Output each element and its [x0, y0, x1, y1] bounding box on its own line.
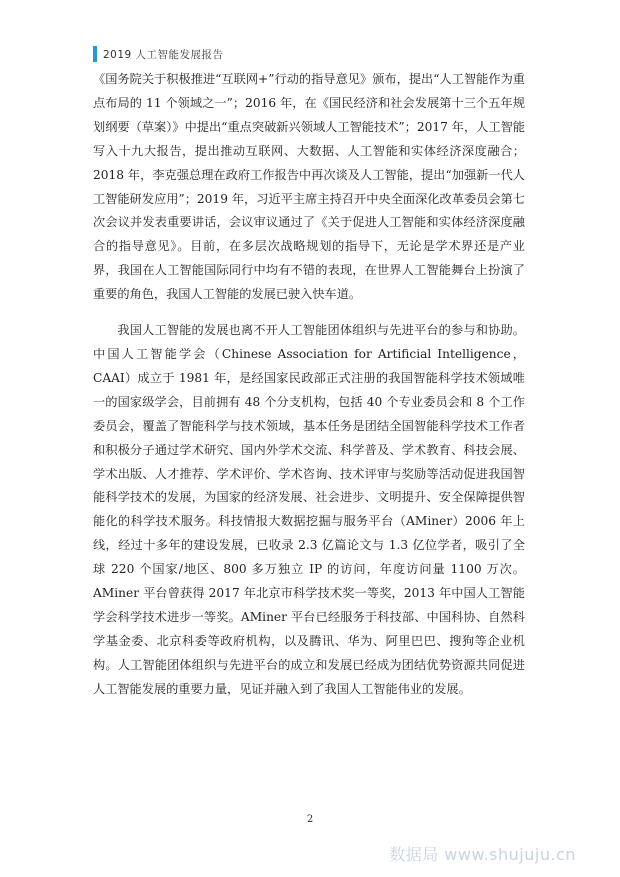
- header-accent-bar: [93, 46, 97, 62]
- document-body: [93, 68, 525, 702]
- paragraph-policy-history: 《国务院关于积极推进“互联网+”行动的指导意见》颁布，提出“人工智能作为重点布局的 11 个领域之一”；2016 年，在《国民经济和社会发展第十三个五年规划纲要（草案）》中提出“重点突破新兴领域人工智能技术”；2017 年，人工智能写入十九大报告，提出推动互联网、大数据、人工智能和实体经济深度融合；2018 年，李克强总理在政府工作报告中再次谈及人工智能，提出“加强新一代人工智能研发应用”；2019 年，习近平主席主持召开中央全面深化改革委员会第七次会议并发表重要讲话，会议审议通过了《关于促进人工智能和实体经济深度融合的指导意见》。目前，在多层次战略规划的指导下，无论是学术界还是产业界，我国在人工智能国际同行中均有不错的表现，在世界人工智能舞台上扮演了重要的角色，我国人工智能的发展已驶入快车道。: [93, 72, 525, 302]
- watermark: 数据局 www.shujuju.cn: [389, 845, 576, 864]
- paragraph-organizations-platforms: 我国人工智能的发展也离不开人工智能团体组织与先进平台的参与和协助。中国人工智能学会（Chinese Association for Artificial Intelligence，CAAI）成立于 1981 年，是经国家民政部正式注册的我国智能科学技术领域唯一的国家级学会，目前拥有 48 个分支机构，包括 40 个专业委员会和 8 个工作委员会，覆盖了智能科学与技术领域，基本任务是团结全国智能科学技术工作者和积极分子通过学术研究、国内外学术交流、科学普及、学术教育、科技会展、学术出版、人才推荐、学术评价、学术咨询、技术评审与奖励等活动促进我国智能科学技术的发展，为国家的经济发展、社会进步、文明提升、安全保障提供智能化的科学技术服务。科技情报大数据挖掘与服务平台（AMiner）2006 年上线，经过十多年的建设发展，已收录 2.3 亿篇论文与 1.3 亿位学者，吸引了全球 220 个国家/地区、800 多万独立 IP 的访问，年度访问量 1100 万次。AMiner 平台曾获得 2017 年北京市科学技术奖一等奖，2013 年中国人工智能学会科学技术进步一等奖。AMiner 平台已经服务于科技部、中国科协、自然科学基金委、北京科委等政府机构，以及腾讯、华为、阿里巴巴、搜狗等企业机构。人工智能团体组织与先进平台的成立和发展已经成为团结优势资源共同促进人工智能发展的重要力量，见证并融入到了我国人工智能伟业的发展。: [93, 323, 525, 696]
- page-number: 2: [306, 814, 314, 825]
- header-title: 2019 人工智能发展报告: [103, 48, 224, 61]
- page-header: [93, 45, 224, 63]
